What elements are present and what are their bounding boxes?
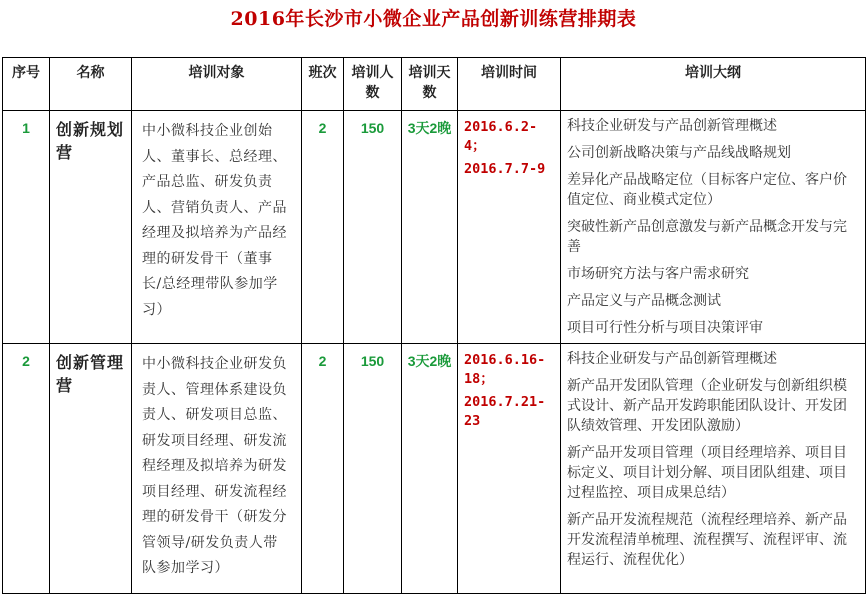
- table-row: [3, 111, 866, 344]
- outline-item: 新产品开发流程规范（流程经理培养、新产品开发流程清单梳理、流程撰写、流程评审、流程运行、流程优化）: [567, 512, 847, 568]
- row-seq: 1: [3, 111, 50, 344]
- header-days: 培训天数: [402, 58, 458, 111]
- row-target: 中小微科技企业创始人、董事长、总经理、产品总监、研发负责人、营销负责人、产品经理及拟培养为产品经理的研发骨干（董事长/总经理带队参加学习）: [132, 111, 302, 344]
- page-title: 2016年长沙市小微企业产品创新训练营排期表: [230, 8, 637, 30]
- row-name: 创新管理营: [50, 344, 132, 594]
- header-outline: 培训大纲: [561, 58, 866, 111]
- time-entry: 2016.7.21-23: [464, 394, 546, 429]
- row-days: 3天2晚: [402, 344, 458, 594]
- outline-item: 差异化产品战略定位（目标客户定位、客户价值定位、商业模式定位）: [567, 172, 847, 208]
- row-class: 2: [302, 344, 344, 594]
- row-name: 创新规划营: [50, 111, 132, 344]
- header-seq: 序号: [3, 58, 50, 111]
- outline-item: 突破性新产品创意激发与新产品概念开发与完善: [567, 219, 847, 255]
- schedule-table: [2, 57, 866, 594]
- outline-item: 科技企业研发与产品创新管理概述: [567, 351, 777, 367]
- header-people: 培训人数: [344, 58, 402, 111]
- row-time: [458, 344, 561, 594]
- table-row: [3, 344, 866, 594]
- outline-item: 科技企业研发与产品创新管理概述: [567, 118, 777, 134]
- row-time: [458, 111, 561, 344]
- row-outline: [561, 344, 866, 594]
- outline-item: 项目可行性分析与项目决策评审: [567, 320, 763, 336]
- header-target: 培训对象: [132, 58, 302, 111]
- header-class: 班次: [302, 58, 344, 111]
- row-seq: 2: [3, 344, 50, 594]
- outline-item: 公司创新战略决策与产品线战略规划: [567, 145, 791, 161]
- row-days: 3天2晚: [402, 111, 458, 344]
- outline-item: 新产品开发项目管理（项目经理培养、项目目标定义、项目计划分解、项目团队组建、项目过程监控、项目成果总结）: [567, 445, 847, 501]
- row-people: 150: [344, 344, 402, 594]
- row-class: 2: [302, 111, 344, 344]
- time-entry: 2016.6.2-4；: [464, 119, 538, 154]
- outline-item: 新产品开发团队管理（企业研发与创新组织模式设计、新产品开发跨职能团队设计、开发团队绩效管理、开发团队激励）: [567, 378, 847, 434]
- outline-item: 市场研究方法与客户需求研究: [567, 266, 749, 282]
- row-target: 中小微科技企业研发负责人、管理体系建设负责人、研发项目总监、研发项目经理、研发流程经理及拟培养为研发项目经理、研发流程经理的研发骨干（研发分管领导/研发负责人带队参加学习）: [132, 344, 302, 594]
- header-name: 名称: [50, 58, 132, 111]
- row-people: 150: [344, 111, 402, 344]
- header-row: [3, 58, 866, 111]
- time-entry: 2016.6.16-18；: [464, 352, 546, 387]
- outline-item: 产品定义与产品概念测试: [567, 293, 721, 309]
- header-time: 培训时间: [458, 58, 561, 111]
- row-outline: [561, 111, 866, 344]
- time-entry: 2016.7.7-9: [464, 161, 546, 177]
